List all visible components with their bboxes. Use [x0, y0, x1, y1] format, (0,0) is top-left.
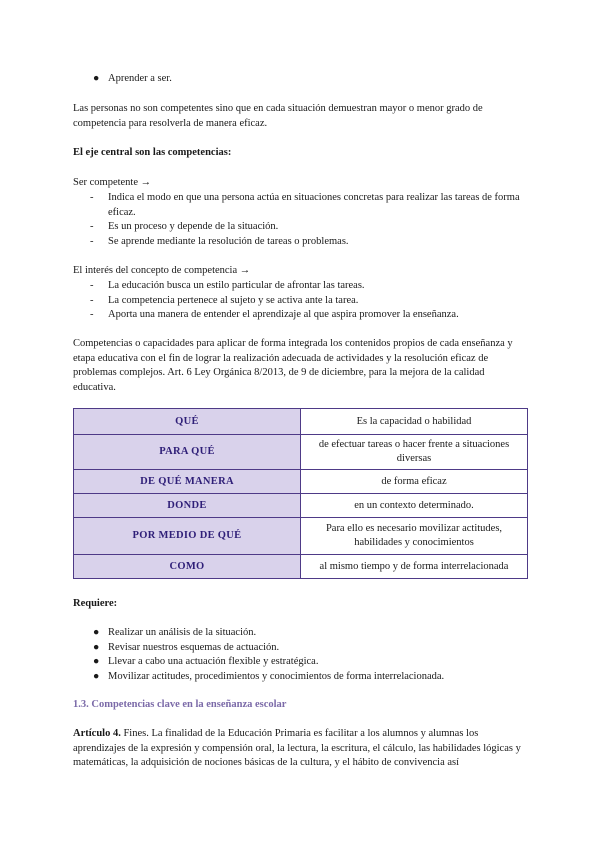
- table-key-cell: DONDE: [74, 494, 301, 518]
- table-row: [74, 409, 528, 435]
- list-item: ● Revisar nuestros esquemas de actuación.: [108, 641, 528, 656]
- article-paragraph: [73, 727, 528, 771]
- table-row: [74, 518, 528, 555]
- intro-paragraph: Las personas no son competentes sino que en cada situación demuestran mayor o menor grado de competencia para resolverla de manera eficaz.: [73, 103, 483, 129]
- table-value-cell: de forma eficaz: [301, 470, 528, 494]
- section-heading: 1.3. Competencias clave en la enseñanza escolar: [73, 699, 287, 710]
- ser-competente-label: Ser competente →: [73, 177, 152, 188]
- table-value-cell: en un contexto determinado.: [301, 494, 528, 518]
- table-row: [74, 435, 528, 470]
- table-value-cell: Para ello es necesario movilizar actitudes, habilidades y conocimientos: [301, 518, 528, 555]
- table-key-cell: POR MEDIO DE QUÉ: [74, 518, 301, 555]
- list-item: - La competencia pertenece al sujeto y se activa ante la tarea.: [108, 294, 528, 309]
- definition-paragraph: Competencias o capacidades para aplicar de forma integrada los contenidos propios de cada enseñanza y etapa educativa con el fin de lograr la realización adecuada de actividades y la resolución eficaz de problemas complejos. Art. 6 Ley Orgánica 8/2013, de 9 de diciembre, para la mejora de la calidad educativa.: [73, 338, 513, 393]
- bullet-icon: ●: [93, 73, 100, 84]
- list-item: ● Movilizar actitudes, procedimientos y conocimientos de forma interrelacionada.: [108, 670, 528, 685]
- article-title: Artículo 4.: [73, 728, 121, 739]
- list-item: ● Realizar un análisis de la situación.: [108, 626, 528, 641]
- table-key-cell: COMO: [74, 555, 301, 579]
- list-item: - Es un proceso y depende de la situación.: [108, 220, 528, 235]
- list-item: - La educación busca un estilo particular de afrontar las tareas.: [108, 279, 528, 294]
- dash-icon: -: [90, 221, 94, 232]
- bullet-icon: ●: [93, 627, 100, 638]
- table-value-cell: Es la capacidad o habilidad: [301, 409, 528, 435]
- bullet-icon: ●: [93, 656, 100, 667]
- list-item: ● Llevar a cabo una actuación flexible y estratégica.: [108, 655, 528, 670]
- article-text: Fines. La finalidad de la Educación Primaria es facilitar a los alumnos y alumnas los aprendizajes de la expresión y compensión oral, la lectura, la escritura, el cálculo, las habilidades lógicas y matemáticas, la adquisición de nociones básicas de la cultura, y el hábito de convivencia así: [73, 728, 521, 768]
- dash-icon: -: [90, 295, 94, 306]
- table-row: [74, 470, 528, 494]
- dash-icon: -: [90, 309, 94, 320]
- dash-icon: -: [90, 192, 94, 203]
- table-key-cell: DE QUÉ MANERA: [74, 470, 301, 494]
- table-value-cell: al mismo tiempo y de forma interrelacionada: [301, 555, 528, 579]
- list-item: - Se aprende mediante la resolución de tareas o problemas.: [108, 235, 528, 250]
- axis-heading: El eje central son las competencias:: [73, 147, 232, 158]
- competencias-table: [73, 408, 528, 579]
- list-item: - Indica el modo en que una persona actúa en situaciones concretas para realizar las tareas de forma eficaz.: [90, 192, 520, 218]
- table-value-cell: de efectuar tareas o hacer frente a situaciones diversas: [301, 435, 528, 470]
- list-item: ● Aprender a ser.: [108, 72, 528, 87]
- bullet-icon: ●: [93, 671, 100, 682]
- table-key-cell: PARA QUÉ: [74, 435, 301, 470]
- bullet-icon: ●: [93, 642, 100, 653]
- interes-label: El interés del concepto de competencia →: [73, 265, 251, 276]
- requiere-label: Requiere:: [73, 598, 118, 609]
- table-key-cell: QUÉ: [74, 409, 301, 435]
- list-item: - Aporta una manera de entender el aprendizaje al que aspira promover la enseñanza.: [108, 308, 528, 323]
- dash-icon: -: [90, 280, 94, 291]
- dash-icon: -: [90, 236, 94, 247]
- table-row: [74, 494, 528, 518]
- table-row: [74, 555, 528, 579]
